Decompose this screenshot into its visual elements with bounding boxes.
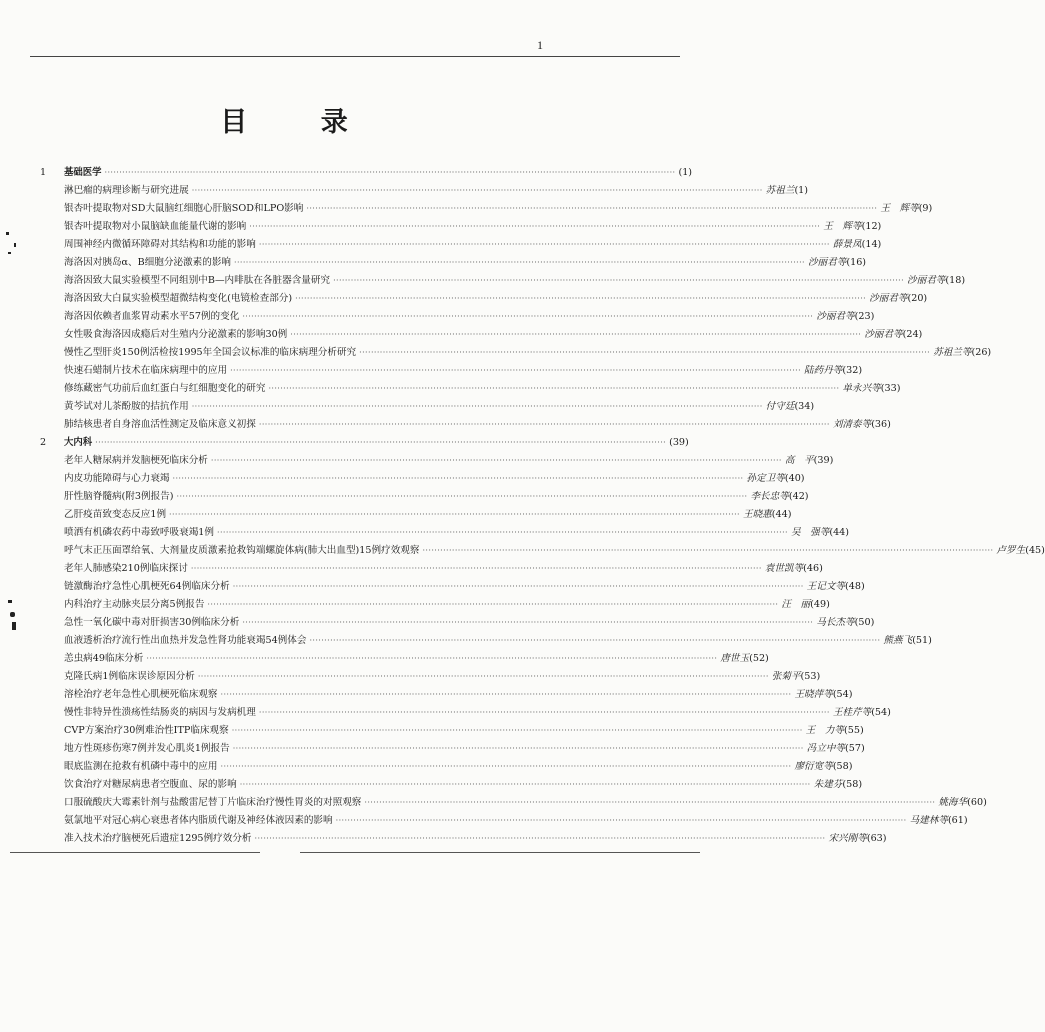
- toc-section: [40, 164, 693, 182]
- toc-leader: [295, 290, 866, 308]
- toc-entry: [40, 740, 865, 758]
- toc-entry: [40, 470, 805, 488]
- toc-title: 内科治疗主动脉夹层分离5例报告: [64, 599, 205, 610]
- toc-page: (14): [861, 239, 882, 250]
- toc-author: 李长忠等: [750, 491, 789, 502]
- toc-author: 宋兴刚等: [828, 833, 867, 844]
- toc-leader: [259, 416, 830, 434]
- toc-author: 苏祖兰: [765, 185, 795, 196]
- toc-leader: [359, 344, 930, 362]
- toc-title: 恙虫病49临床分析: [64, 653, 144, 664]
- toc-leader: [191, 560, 762, 578]
- toc-page: (36): [871, 419, 891, 430]
- toc-page: (58): [832, 761, 853, 772]
- toc-entry: [40, 542, 1045, 560]
- toc-page: (52): [749, 653, 769, 664]
- toc-entry: [40, 650, 769, 668]
- toc-entry: [40, 614, 875, 632]
- toc-page: (20): [907, 293, 928, 304]
- toc-page: (46): [803, 563, 823, 574]
- toc-entry: [40, 254, 867, 272]
- toc-entry: [40, 416, 891, 434]
- toc-leader: [192, 182, 763, 200]
- toc-entry: [40, 758, 853, 776]
- toc-page: (57): [845, 743, 865, 754]
- toc-leader: [240, 776, 811, 794]
- toc-page: (24): [902, 329, 923, 340]
- toc-entry: [40, 236, 882, 254]
- toc-leader: [259, 704, 830, 722]
- toc-entry: [40, 182, 809, 200]
- toc-author: 沙丽君等: [864, 329, 903, 340]
- toc-page: (44): [829, 527, 850, 538]
- footer-rule: [300, 852, 700, 853]
- toc-leader: [234, 254, 805, 272]
- toc-page: (60): [967, 797, 987, 808]
- toc-leader: [105, 164, 676, 182]
- margin-mark: [6, 232, 9, 235]
- toc-page: (23): [854, 311, 875, 322]
- toc-author: 卢罗生: [996, 545, 1026, 556]
- toc-entry: [40, 398, 815, 416]
- toc-author: 付守廷: [765, 401, 795, 412]
- toc-title: 口服硫酸庆大霉素针剂与盐酸雷尼替丁片临床治疗慢性胃炎的对照观察: [64, 797, 362, 808]
- toc-leader: [232, 722, 803, 740]
- toc-author: 王 力等: [805, 725, 845, 736]
- toc-title: 女性吸食海洛因成瘾后对生殖内分泌激素的影响30例: [64, 329, 288, 340]
- toc-leader: [255, 830, 826, 848]
- toc-page: (51): [912, 635, 932, 646]
- toc-title: 快速石蜡制片技术在临床病理中的应用: [64, 365, 228, 376]
- toc-page: (48): [845, 581, 865, 592]
- toc-leader: [169, 506, 740, 524]
- toc-entry: [40, 200, 933, 218]
- toc-author: 薛景凤: [832, 239, 862, 250]
- page-title: 目 录: [220, 107, 380, 138]
- toc-author: 马长杰等: [816, 617, 855, 628]
- margin-mark: [8, 252, 11, 254]
- toc-title: 银杏叶提取物对小鼠脑缺血能量代谢的影响: [64, 221, 247, 232]
- toc-author: 单永兴等: [842, 383, 881, 394]
- toc-page: (34): [794, 401, 815, 412]
- toc-entry: [40, 362, 863, 380]
- toc-title: 淋巴瘤的病理诊断与研究进展: [64, 185, 189, 196]
- toc-entry: [40, 290, 928, 308]
- toc-title: 血液透析治疗流行性出血热并发急性肾功能衰竭54例体会: [64, 635, 307, 646]
- toc-leader: [242, 308, 813, 326]
- toc-entry: [40, 722, 864, 740]
- toc-leader: [230, 362, 801, 380]
- toc-title: 急性一氧化碳中毒对肝损害30例临床分析: [64, 617, 240, 628]
- toc-author: 刘清泰等: [832, 419, 872, 430]
- toc-title: 黄芩试对儿茶酚胺的拮抗作用: [64, 401, 189, 412]
- toc-title: 肝性脑脊髓病(附3例报告): [64, 491, 174, 502]
- toc-author: 王晓惠: [742, 509, 772, 520]
- toc-section: [40, 434, 689, 452]
- toc-entry: [40, 308, 875, 326]
- toc-leader: [309, 632, 880, 650]
- margin-mark: [10, 612, 15, 617]
- toc-author: 唐世玉: [720, 653, 750, 664]
- toc-page: (32): [842, 365, 863, 376]
- toc-author: 汪 丽: [781, 599, 811, 610]
- toc-author: 沙丽君等: [807, 257, 847, 268]
- toc-leader: [242, 614, 813, 632]
- toc-leader: [211, 452, 782, 470]
- page-number: 1: [537, 38, 543, 52]
- toc-page: (16): [846, 257, 867, 268]
- toc-title: 眼底监测在抢救有机磷中毒中的应用: [64, 761, 218, 772]
- toc-entry: [40, 344, 992, 362]
- margin-mark: [8, 600, 12, 603]
- toc-page: (45): [1025, 545, 1045, 556]
- toc-leader: [364, 794, 935, 812]
- toc-page: (61): [947, 815, 968, 826]
- toc-title: 肺结核患者自身溶血活性测定及临床意义初探: [64, 419, 256, 430]
- toc-entry: [40, 506, 792, 524]
- toc-leader: [198, 668, 769, 686]
- toc-title: 海洛因对胰岛α、B细胞分泌激素的影响: [64, 257, 232, 268]
- toc-entry: [40, 596, 830, 614]
- toc-leader: [268, 380, 839, 398]
- toc-entry: [40, 668, 821, 686]
- toc-page: (1): [678, 167, 693, 178]
- toc-entry: [40, 578, 865, 596]
- toc-author: 熊燕飞: [883, 635, 913, 646]
- toc-title: 银杏叶提取物对SD大鼠脑红细胞心肝脑SOD和LPO影响: [64, 203, 304, 214]
- toc-entry: [40, 560, 823, 578]
- toc-page: (39): [813, 455, 834, 466]
- toc-page: (18): [945, 275, 966, 286]
- toc-author: 朱建芬: [813, 779, 843, 790]
- toc-leader: [221, 758, 792, 776]
- toc-title: 海洛因依赖者血浆胃动素水平57例的变化: [64, 311, 240, 322]
- toc-entry: [40, 380, 901, 398]
- toc-page: (49): [810, 599, 830, 610]
- toc-page: (39): [669, 437, 689, 448]
- toc-page: (33): [880, 383, 901, 394]
- toc-title: 克隆氏病1例临床误诊原因分析: [64, 671, 195, 682]
- toc-author: 廖衍宽等: [794, 761, 833, 772]
- margin-mark: [12, 622, 16, 630]
- toc-entry: [40, 272, 966, 290]
- toc-leader: [290, 326, 861, 344]
- toc-entry: [40, 488, 809, 506]
- toc-leader: [336, 812, 907, 830]
- toc-title: 饮食治疗对糖尿病患者空腹血、尿的影响: [64, 779, 237, 790]
- toc-entry: [40, 830, 887, 848]
- toc-title: 地方性斑疹伤寒7例并发心肌炎1例报告: [64, 743, 230, 754]
- toc-entry: [40, 524, 850, 542]
- toc-leader: [146, 650, 717, 668]
- toc-title: 链激酶治疗急性心肌梗死64例临床分析: [64, 581, 230, 592]
- toc-author: 吴 强等: [790, 527, 830, 538]
- toc-title: 老年人糖尿病并发脑梗死临床分析: [64, 455, 208, 466]
- toc-title: 海洛因致大鼠实验模型不同组别中B—内啡肽在各脏器含量研究: [64, 275, 331, 286]
- toc-title: CVP方案治疗30例难治性ITP临床观察: [64, 725, 229, 736]
- toc-author: 王晓萍等: [794, 689, 833, 700]
- toc-author: 张菊平: [771, 671, 801, 682]
- toc-title: 内皮功能障碍与心力衰竭: [64, 473, 170, 484]
- toc-page: (42): [788, 491, 809, 502]
- toc-page: (54): [832, 689, 853, 700]
- toc-title: 基础医学: [64, 167, 102, 178]
- toc-leader: [221, 686, 792, 704]
- toc-author: 王 辉等: [880, 203, 919, 214]
- toc-title: 溶栓治疗老年急性心肌梗死临床观察: [64, 689, 218, 700]
- toc-author: 姚海华: [938, 797, 968, 808]
- toc-title: 喷洒有机磷农药中毒致呼吸衰竭1例: [64, 527, 215, 538]
- toc-title: 准入技术治疗脑梗死后遗症1295例疗效分析: [64, 833, 252, 844]
- toc-page: (58): [842, 779, 863, 790]
- toc-title: 大内科: [64, 437, 93, 448]
- toc-author: 沙丽君等: [907, 275, 946, 286]
- toc-author: 王 辉等: [823, 221, 862, 232]
- toc-page: (50): [854, 617, 875, 628]
- toc-title: 乙肝疫苗致变态反应1例: [64, 509, 167, 520]
- toc-page: (53): [800, 671, 821, 682]
- toc-entry: [40, 776, 863, 794]
- toc-author: 沙丽君等: [869, 293, 908, 304]
- toc-leader: [333, 272, 904, 290]
- toc-page: (63): [866, 833, 887, 844]
- toc-author: 孙定卫等: [746, 473, 785, 484]
- toc-title: 海洛因致大白鼠实验模型超微结构变化(电镜检查部分): [64, 293, 293, 304]
- toc-leader: [207, 596, 778, 614]
- toc-title: 氨氯地平对冠心病心衰患者体内脂质代谢及神经体液因素的影响: [64, 815, 333, 826]
- toc-author: 冯立中等: [806, 743, 846, 754]
- toc-leader: [306, 200, 877, 218]
- toc-title: 周围神经内微循环障碍对其结构和功能的影响: [64, 239, 256, 250]
- toc-author: 王记文等: [806, 581, 846, 592]
- toc-page: (26): [971, 347, 992, 358]
- toc-title: 慢性非特异性溃疡性结肠炎的病因与发病机理: [64, 707, 256, 718]
- toc-title: 老年人肺感染210例临床探讨: [64, 563, 188, 574]
- toc-entry: [40, 794, 987, 812]
- toc-entry: [40, 812, 968, 830]
- toc-leader: [95, 434, 666, 452]
- toc-leader: [259, 236, 830, 254]
- toc-page: (40): [784, 473, 805, 484]
- margin-mark: [14, 243, 16, 247]
- toc-leader: [249, 218, 820, 236]
- footer-rule: [10, 852, 260, 853]
- toc-author: 沙丽君等: [816, 311, 855, 322]
- toc-entry: [40, 686, 853, 704]
- toc-leader: [217, 524, 788, 542]
- toc-page: (44): [771, 509, 792, 520]
- toc-leader: [233, 578, 804, 596]
- toc-author: 袁世凯等: [764, 563, 804, 574]
- toc-author: 高 平: [784, 455, 814, 466]
- toc-entry: [40, 704, 891, 722]
- toc-leader: [422, 542, 993, 560]
- toc-leader: [173, 470, 744, 488]
- toc-leader: [192, 398, 763, 416]
- toc-number: 1: [40, 167, 47, 178]
- toc-number: 2: [40, 437, 47, 448]
- toc-entry: [40, 632, 932, 650]
- toc-leader: [233, 740, 804, 758]
- toc-leader: [177, 488, 748, 506]
- toc-author: 马建林等: [909, 815, 948, 826]
- toc-title: 呼气末正压面罩给氧、大剂量皮质激素抢救钩端螺旋体病(肺大出血型)15例疗效观察: [64, 545, 420, 556]
- toc-page: (54): [871, 707, 891, 718]
- toc-author: 苏祖兰等: [933, 347, 972, 358]
- toc-entry: [40, 218, 882, 236]
- header-rule: [30, 56, 680, 57]
- toc-entry: [40, 326, 923, 344]
- toc-title: 修练藏密气功前后血红蛋白与红细胞变化的研究: [64, 383, 266, 394]
- toc-title: 慢性乙型肝炎150例活检按1995年全国会议标准的临床病理分析研究: [64, 347, 357, 358]
- toc-page: (12): [861, 221, 882, 232]
- toc-author: 陆药丹等: [804, 365, 843, 376]
- toc-entry: [40, 452, 834, 470]
- toc-page: (55): [844, 725, 864, 736]
- toc-page: (1): [794, 185, 809, 196]
- toc-page: (9): [918, 203, 933, 214]
- toc-author: 王桂芹等: [832, 707, 872, 718]
